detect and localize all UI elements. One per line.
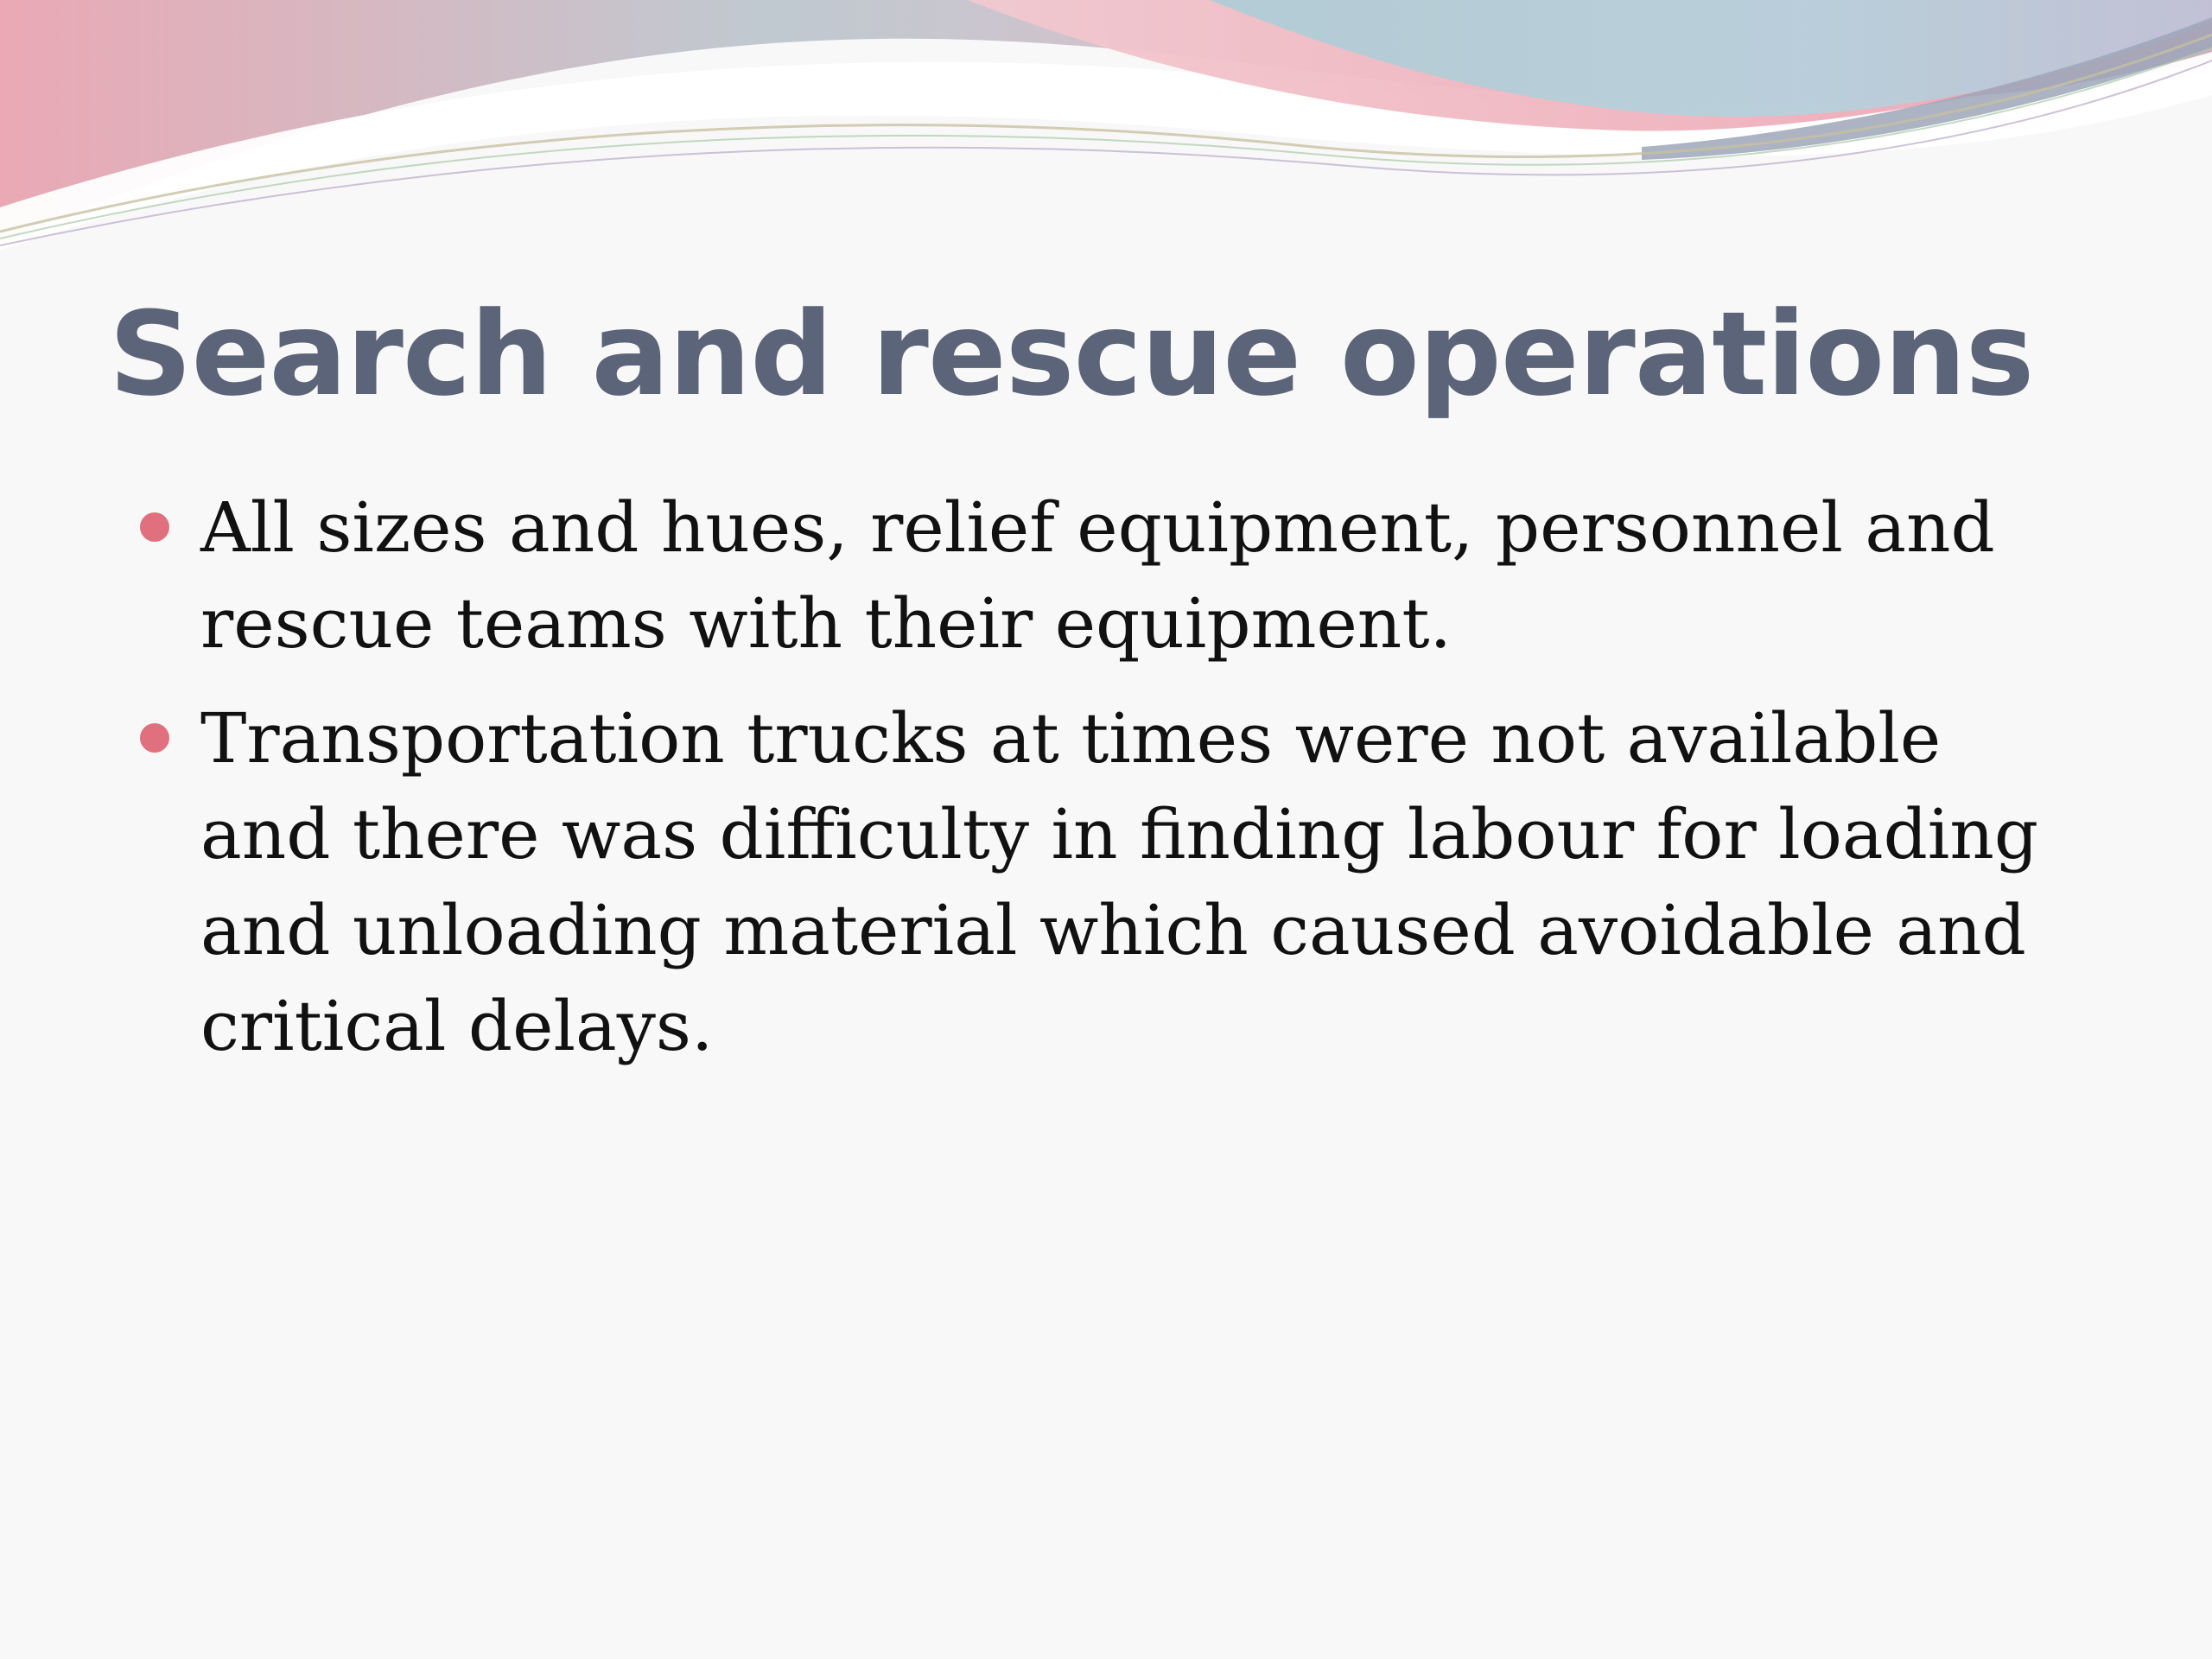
bullet-item-equipment	[138, 480, 2074, 671]
bullet-list	[138, 480, 2074, 1093]
bullet-dot-icon	[140, 512, 169, 542]
bullet-dot-icon	[140, 723, 169, 753]
bullet-item-transportation	[138, 690, 2074, 1074]
bullet-text: Transportation trucks at times were not available and there was difficulty in finding labour for loading and unloading material which caused avoidable and critical delays.	[200, 698, 2039, 1066]
decorative-wave-header	[0, 0, 2212, 259]
bullet-text: All sizes and hues, relief equipment, personnel and rescue teams with their equipment.	[200, 487, 1995, 664]
slide-title: Search and rescue operations	[109, 287, 2034, 422]
